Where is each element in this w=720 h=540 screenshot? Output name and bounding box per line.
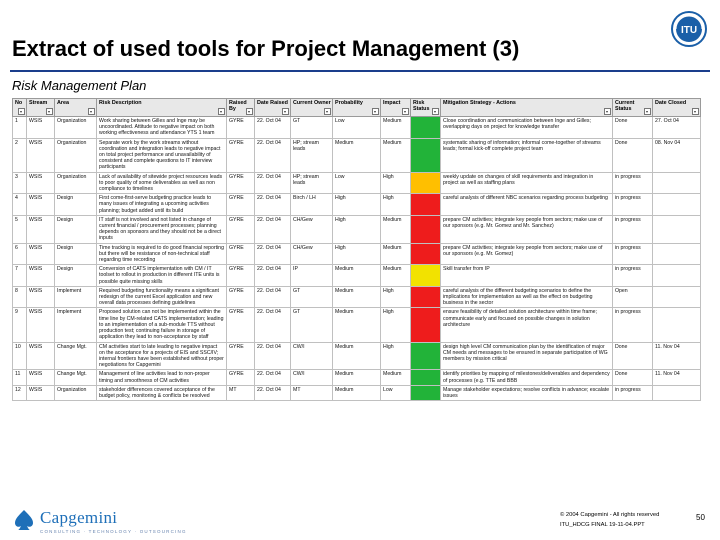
risk-status-cell [411,138,441,172]
stream-cell: WSIS [27,117,55,139]
filter-dropdown-icon[interactable] [18,108,25,115]
risk-status-cell [411,172,441,194]
column-header-label: No [15,100,23,106]
probability-cell: Medium [333,308,381,342]
current-status-cell: in progress [613,172,653,194]
footer [560,510,690,530]
risk-description-cell: stakeholder differences covered acceptance of the budget policy, monitoring & conflicts be resolved [97,385,227,400]
current-status-cell: in progress [613,194,653,216]
footer-doc-ref: ITU_HDCG FINAL 19-11-04.PPT [560,522,645,528]
raised-by-cell: GYRE [227,286,255,308]
risk-description-cell: CM activities start to late leading to negative impact on the acceptance for a projects of EIS and SSC/IV; internal frontiers have been established without proper negotiations for Capgemini [97,342,227,370]
row-number: 7 [13,265,27,287]
stream-cell: WSIS [27,370,55,385]
date-closed-cell: 27. Oct 04 [653,117,701,139]
probability-cell: High [333,243,381,265]
raised-by-cell: GYRE [227,342,255,370]
date-closed-cell: 08. Nov 04 [653,138,701,172]
stream-cell: WSIS [27,342,55,370]
area-cell: Design [55,194,97,216]
filter-dropdown-icon[interactable] [46,108,53,115]
area-cell: Organization [55,138,97,172]
slide-title: Extract of used tools for Project Management (3) [12,36,520,61]
risk-description-cell: Work sharing between Gilles and Inge may be uncoordinated. Attitude to negative impact on both working effectiveness and attendance YTS 1 team [97,117,227,139]
date-raised-cell: 22. Oct 04 [255,117,291,139]
impact-cell: Medium [381,138,411,172]
current-status-cell: in progress [613,215,653,243]
risk-description-cell: Separate work by the work streams without coordination and integration leads to negative impact on total project performance and unavailability of consistent and complete questions to IT interview participants [97,138,227,172]
probability-cell: High [333,194,381,216]
row-number: 8 [13,286,27,308]
column-header-label: Date Closed [655,100,687,106]
owner-cell: GT [291,286,333,308]
area-cell: Change Mgt. [55,370,97,385]
filter-dropdown-icon[interactable] [604,108,611,115]
column-header [13,99,27,117]
date-raised-cell: 22. Oct 04 [255,286,291,308]
capgemini-spade-icon [12,508,36,532]
row-number: 1 [13,117,27,139]
table-body [13,117,701,401]
column-header-label: Risk Status [413,100,430,112]
column-header [97,99,227,117]
mitigation-cell: weekly update on changes of skill requirements and integration in project as well as staffing plans [441,172,613,194]
area-cell: Change Mgt. [55,342,97,370]
risk-description-cell: Required budgeting functionality means a significant redesign of the current Excel application and new overall data processes defining guidelines [97,286,227,308]
table-row [13,342,701,370]
current-status-cell: in progress [613,385,653,400]
column-header [255,99,291,117]
area-cell: Organization [55,385,97,400]
column-header [27,99,55,117]
mitigation-cell: careful analysis of different NBC scenarios regarding process budgeting [441,194,613,216]
row-number: 3 [13,172,27,194]
risk-status-cell [411,308,441,342]
footer-copyright: © 2004 Capgemini - All rights reserved [560,512,660,518]
date-closed-cell [653,308,701,342]
table-row [13,138,701,172]
mitigation-cell: identify priorities by mapping of milestones/deliverables and dependency of processes (e.g. TTE and BBB [441,370,613,385]
current-status-cell: Done [613,138,653,172]
owner-cell: CW/I [291,370,333,385]
raised-by-cell: GYRE [227,308,255,342]
column-header [441,99,613,117]
date-raised-cell: 22. Oct 04 [255,385,291,400]
row-number: 6 [13,243,27,265]
owner-cell: IP [291,265,333,287]
filter-dropdown-icon[interactable] [88,108,95,115]
filter-dropdown-icon[interactable] [432,108,439,115]
owner-cell: HP; stream leads [291,138,333,172]
column-header-label: Raised By [229,100,247,112]
area-cell: Design [55,265,97,287]
column-header [381,99,411,117]
filter-dropdown-icon[interactable] [282,108,289,115]
probability-cell: Medium [333,370,381,385]
date-raised-cell: 22. Oct 04 [255,265,291,287]
impact-cell: High [381,342,411,370]
risk-description-cell: Time tracking is required to do good financial reporting but there will be resistance of non-technical staff regarding time recording [97,243,227,265]
area-cell: Organization [55,172,97,194]
date-closed-cell [653,215,701,243]
risk-description-cell: Proposed solution can not be implemented within the time line by CM-related CATS implementation; leading to an implementation of a sub-module TTS without production test; continuing failure in storage of application they lead to non-acceptance by staff [97,308,227,342]
current-status-cell: Done [613,117,653,139]
date-closed-cell [653,172,701,194]
column-header-label: Current Owner [293,100,331,106]
current-status-cell: in progress [613,308,653,342]
impact-cell: High [381,286,411,308]
area-cell: Implement [55,308,97,342]
column-header [613,99,653,117]
probability-cell: Medium [333,138,381,172]
impact-cell: Medium [381,215,411,243]
date-raised-cell: 22. Oct 04 [255,308,291,342]
impact-cell: High [381,308,411,342]
impact-cell: Medium [381,265,411,287]
filter-dropdown-icon[interactable] [372,108,379,115]
stream-cell: WSIS [27,243,55,265]
impact-cell: High [381,194,411,216]
column-header [411,99,441,117]
impact-cell: Medium [381,370,411,385]
row-number: 10 [13,342,27,370]
area-cell: Design [55,243,97,265]
owner-cell: Birch / LH [291,194,333,216]
raised-by-cell: MT [227,385,255,400]
date-raised-cell: 22. Oct 04 [255,342,291,370]
mitigation-cell: design high level CM communication plan by the identification of major CM needs and messages to be ensured in separate participation of WG members by mission critical [441,342,613,370]
raised-by-cell: GYRE [227,370,255,385]
owner-cell: HP; stream leads [291,172,333,194]
risk-description-cell: First come-first-serve budgeting practice leads to many issues of integrating a upcoming activities planning; budget added until its build [97,194,227,216]
filter-dropdown-icon[interactable] [218,108,225,115]
column-header [291,99,333,117]
column-header-label: Stream [29,100,48,106]
table-row [13,370,701,385]
raised-by-cell: GYRE [227,172,255,194]
raised-by-cell: GYRE [227,243,255,265]
row-number: 4 [13,194,27,216]
risk-status-cell [411,265,441,287]
risk-description-cell: Conversion of CATS implementation with CM / IT toolset to rollout in production in different ITE units is possible quite missing skills [97,265,227,287]
risk-status-cell [411,370,441,385]
filter-dropdown-icon[interactable] [246,108,253,115]
stream-cell: WSIS [27,286,55,308]
filter-dropdown-icon[interactable] [644,108,651,115]
date-closed-cell [653,385,701,400]
table-row [13,215,701,243]
owner-cell: GT [291,117,333,139]
date-raised-cell: 22. Oct 04 [255,243,291,265]
date-closed-cell [653,286,701,308]
column-header [227,99,255,117]
mitigation-cell: careful analysis of the different budgeting scenarios to define the implications for implementation as well as the effect on budgeting business in the sector [441,286,613,308]
row-number: 5 [13,215,27,243]
table-header-row [13,99,701,117]
raised-by-cell: GYRE [227,215,255,243]
date-raised-cell: 22. Oct 04 [255,370,291,385]
current-status-cell: Open [613,286,653,308]
probability-cell: Low [333,117,381,139]
capgemini-tagline: CONSULTING · TECHNOLOGY · OUTSOURCING [40,529,187,534]
mitigation-cell: Close coordination and communication between Inge and Gilles; overlapping days on project for knowledge transfer [441,117,613,139]
impact-cell: Medium [381,243,411,265]
table-row [13,308,701,342]
table-row [13,243,701,265]
area-cell: Design [55,215,97,243]
impact-cell: Medium [381,117,411,139]
risk-status-cell [411,243,441,265]
impact-cell: High [381,172,411,194]
risk-status-cell [411,194,441,216]
filter-dropdown-icon[interactable] [692,108,699,115]
date-raised-cell: 22. Oct 04 [255,215,291,243]
row-number: 11 [13,370,27,385]
current-status-cell: Done [613,342,653,370]
raised-by-cell: GYRE [227,138,255,172]
stream-cell: WSIS [27,215,55,243]
date-closed-cell [653,265,701,287]
current-status-cell: in progress [613,265,653,287]
stream-cell: WSIS [27,172,55,194]
date-raised-cell: 22. Oct 04 [255,138,291,172]
column-header-label: Current Status [615,100,635,112]
risk-status-cell [411,342,441,370]
column-header [55,99,97,117]
table-row [13,286,701,308]
probability-cell: Medium [333,385,381,400]
date-closed-cell [653,243,701,265]
table-row [13,172,701,194]
mitigation-cell: prepare CM activities; integrate key people from sectors; make use of our sponsors (e.g. Mr. Gomez and Mr. Sanchez) [441,215,613,243]
filter-dropdown-icon[interactable] [402,108,409,115]
row-number: 12 [13,385,27,400]
owner-cell: CH/Gew [291,243,333,265]
date-raised-cell: 22. Oct 04 [255,194,291,216]
column-header-label: Risk Description [99,100,142,106]
page-number: 50 [696,513,705,522]
risk-status-cell [411,385,441,400]
column-header-label: Mitigation Strategy - Actions [443,100,516,106]
probability-cell: Low [333,172,381,194]
column-header-label: Probability [335,100,363,106]
date-closed-cell [653,194,701,216]
risk-description-cell: Management of line activities lead to non-proper timing and smoothness of CM activities [97,370,227,385]
impact-cell: Low [381,385,411,400]
filter-dropdown-icon[interactable] [324,108,331,115]
row-number: 2 [13,138,27,172]
current-status-cell: Done [613,370,653,385]
stream-cell: WSIS [27,138,55,172]
stream-cell: WSIS [27,194,55,216]
owner-cell: CW/I [291,342,333,370]
owner-cell: MT [291,385,333,400]
probability-cell: Medium [333,342,381,370]
stream-cell: WSIS [27,308,55,342]
area-cell: Organization [55,117,97,139]
mitigation-cell: ensure feasibility of detailed solution architecture within time frame; communicate early and focused on possible changes in solution architecture [441,308,613,342]
raised-by-cell: GYRE [227,265,255,287]
column-header [333,99,381,117]
risk-management-table [12,98,701,401]
table-row [13,117,701,139]
title-divider [10,70,710,72]
mitigation-cell: systematic sharing of information; informal come-together of streams leads; formal kick-off complete project team [441,138,613,172]
risk-status-cell [411,215,441,243]
probability-cell: Medium [333,286,381,308]
owner-cell: GT [291,308,333,342]
current-status-cell: in progress [613,243,653,265]
raised-by-cell: GYRE [227,194,255,216]
probability-cell: Medium [333,265,381,287]
date-raised-cell: 22. Oct 04 [255,172,291,194]
table-row [13,385,701,400]
itu-logo-text: ITU [680,25,698,36]
capgemini-logo [12,508,202,536]
row-number: 9 [13,308,27,342]
owner-cell: CH/Gew [291,215,333,243]
slide-subtitle: Risk Management Plan [12,78,147,93]
column-header-label: Area [57,100,69,106]
capgemini-wordmark: Capgemini [40,508,118,527]
probability-cell: High [333,215,381,243]
stream-cell: WSIS [27,265,55,287]
itu-logo [670,10,708,48]
column-header-label: Impact [383,100,401,106]
area-cell: Implement [55,286,97,308]
column-header [653,99,701,117]
date-closed-cell: 11. Nov 04 [653,370,701,385]
mitigation-cell: Manage stakeholder expectations; resolve conflicts in advance; escalate issues [441,385,613,400]
mitigation-cell: prepare CM activities; integrate key people from sectors; make use of our sponsors (e.g. Mr. Gomez) [441,243,613,265]
date-closed-cell: 11. Nov 04 [653,342,701,370]
risk-description-cell: Lack of availability of sitewide project resources leads to poor quality of some deliverables as well as non compliance to timelines [97,172,227,194]
risk-description-cell: IT staff is not involved and not listed in change of current financial / procurement processes; planning depends on sponsors and they should not be a direct inputs [97,215,227,243]
table-row [13,194,701,216]
risk-status-cell [411,286,441,308]
column-header-label: Date Raised [257,100,288,106]
stream-cell: WSIS [27,385,55,400]
raised-by-cell: GYRE [227,117,255,139]
table-row [13,265,701,287]
mitigation-cell: Skill transfer from IP [441,265,613,287]
risk-status-cell [411,117,441,139]
